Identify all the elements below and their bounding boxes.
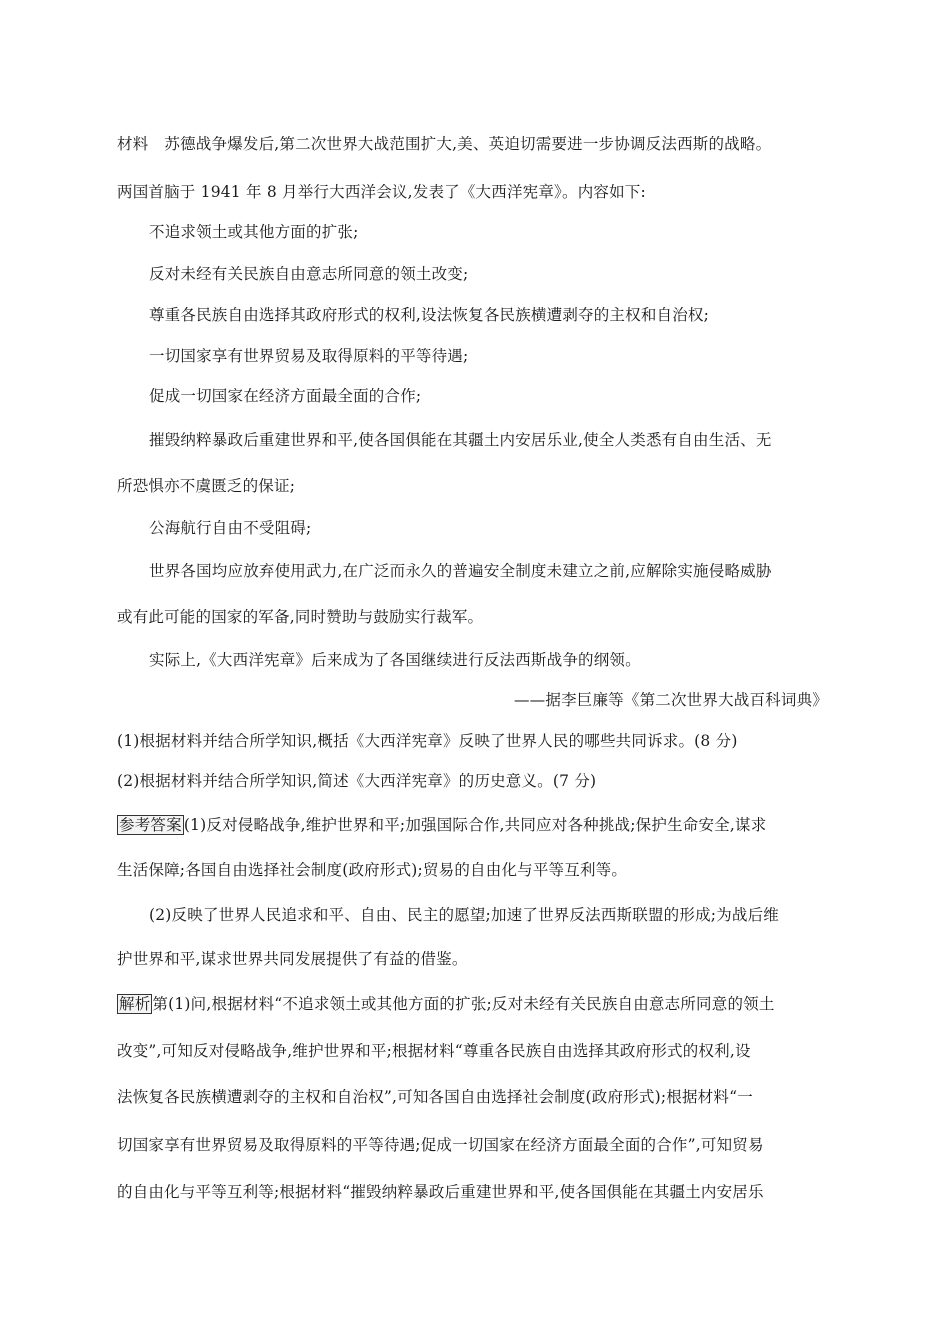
analysis-line-4: 切国家享有世界贸易及取得原料的平等待遇;促成一切国家在经济方面最全面的合作”,可知贸易	[117, 1136, 764, 1154]
material-label: 材料	[117, 135, 149, 153]
answer-line-1	[117, 815, 830, 835]
charter-item-continued: 所恐惧亦不虞匮乏的保证;	[117, 477, 296, 495]
material-text: 苏德战争爆发后,第二次世界大战范围扩大,美、英迫切需要进一步协调反法西斯的战略。	[164, 135, 772, 153]
charter-item: 尊重各民族自由选择其政府形式的权利,设法恢复各民族横遭剥夺的主权和自治权;	[149, 306, 710, 324]
answer-text: (1)反对侵略战争,维护世界和平;加强国际合作,共同应对各种挑战;保护生命安全,谋求	[183, 816, 767, 834]
question-1: (1)根据材料并结合所学知识,概括《大西洋宪章》反映了世界人民的哪些共同诉求。(8 分)	[117, 732, 738, 750]
question-2: (2)根据材料并结合所学知识,简述《大西洋宪章》的历史意义。(7 分)	[117, 772, 597, 790]
charter-item: 反对未经有关民族自由意志所同意的领土改变;	[149, 265, 469, 283]
analysis-line-2: 改变”,可知反对侵略战争,维护世界和平;根据材料“尊重各民族自由选择其政府形式的权利,设	[117, 1042, 751, 1060]
charter-item-continued: 或有此可能的国家的军备,同时赞助与鼓励实行裁军。	[117, 608, 484, 626]
analysis-line-1	[117, 994, 830, 1014]
analysis-line-5: 的自由化与平等互利等;根据材料“摧毁纳粹暴政后重建世界和平,使各国俱能在其疆土内安居乐	[117, 1183, 764, 1201]
charter-item: 世界各国均应放弃使用武力,在广泛而永久的普遍安全制度未建立之前,应解除实施侵略威胁	[149, 562, 772, 580]
answer-line-2: 生活保障;各国自由选择社会制度(政府形式);贸易的自由化与平等互利等。	[117, 861, 628, 879]
answer-label: 参考答案	[119, 816, 182, 834]
answer-line-4: 护世界和平,谋求世界共同发展提供了有益的借鉴。	[117, 950, 468, 968]
material-intro-line-1	[117, 134, 830, 154]
material-source: ——据李巨廉等《第二次世界大战百科词典》	[513, 691, 828, 709]
material-intro-line-2: 两国首脑于 1941 年 8 月举行大西洋会议,发表了《大西洋宪章》。内容如下:	[117, 183, 646, 201]
analysis-label: 解析	[119, 995, 151, 1013]
analysis-text: 第(1)问,根据材料“不追求领土或其他方面的扩张;反对未经有关民族自由意志所同意的领土	[152, 995, 775, 1013]
charter-item: 不追求领土或其他方面的扩张;	[149, 223, 359, 241]
charter-item: 一切国家享有世界贸易及取得原料的平等待遇;	[149, 347, 469, 365]
analysis-line-3: 法恢复各民族横遭剥夺的主权和自治权”,可知各国自由选择社会制度(政府形式);根据材料“一	[117, 1088, 753, 1106]
charter-item: 促成一切国家在经济方面最全面的合作;	[149, 387, 422, 405]
material-conclusion: 实际上,《大西洋宪章》后来成为了各国继续进行反法西斯战争的纲领。	[149, 651, 641, 669]
charter-item: 摧毁纳粹暴政后重建世界和平,使各国俱能在其疆土内安居乐业,使全人类悉有自由生活、无	[149, 431, 772, 449]
charter-item: 公海航行自由不受阻碍;	[149, 519, 312, 537]
answer-line-3: (2)反映了世界人民追求和平、自由、民主的愿望;加速了世界反法西斯联盟的形成;为战后维	[149, 906, 780, 924]
